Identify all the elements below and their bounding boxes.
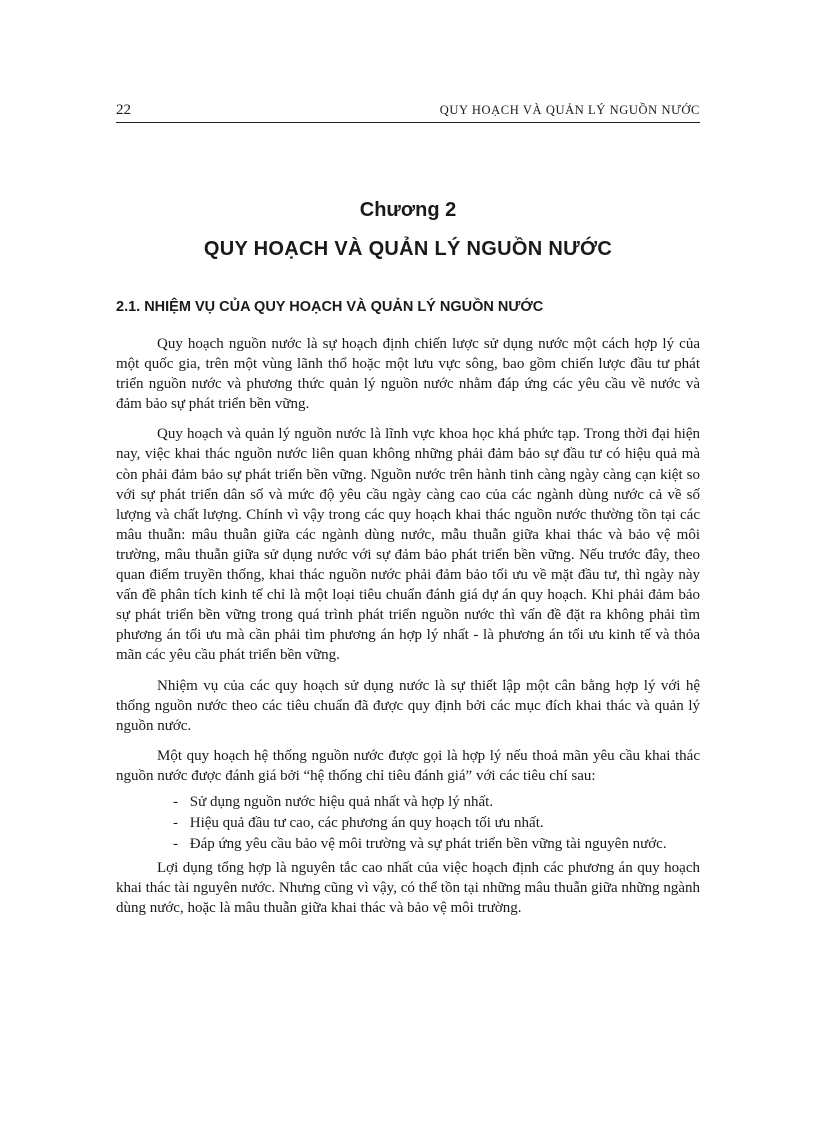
criteria-item-text: Hiệu quả đầu tư cao, các phương án quy hoạch tối ưu nhất. bbox=[189, 815, 544, 832]
list-item bbox=[173, 792, 700, 812]
list-item bbox=[173, 834, 700, 854]
chapter-title: QUY HOẠCH VÀ QUẢN LÝ NGUỒN NƯỚC bbox=[203, 238, 613, 260]
running-header bbox=[116, 94, 700, 123]
criteria-item-text: Đáp ứng yêu cầu bảo vệ môi trường và sự phát triển bền vững tài nguyên nước. bbox=[189, 836, 667, 853]
criteria-list bbox=[116, 792, 700, 854]
paragraph-definition: Quy hoạch nguồn nước là sự hoạch định chiến lược sử dụng nước một cách hợp lý của một quốc gia, trên một vùng lãnh thổ hoặc một lưu vực sông, bao gồm chiến lược đầu tư phát triển nguồn nước và phương thức quản lý nguồn nước nhằm đáp ứng các yêu cầu về nước và đảm bảo sự phát triển bền vững. bbox=[116, 336, 700, 413]
paragraph-criteria-intro: Một quy hoạch hệ thống nguồn nước được gọi là hợp lý nếu thoả mãn yêu cầu khai thác nguồn nước được đánh giá bởi “hệ thống chỉ tiêu đánh giá” với các tiêu chí sau: bbox=[116, 747, 700, 784]
body-text bbox=[116, 334, 700, 919]
paragraph-task: Nhiệm vụ của các quy hoạch sử dụng nước là sự thiết lập một cân bằng hợp lý với hệ thống nguồn nước theo các tiêu chuẩn đã được quy định bởi các mục đích khai thác và quản lý nguồn nước. bbox=[116, 677, 700, 734]
list-bullet: - bbox=[173, 793, 178, 810]
section-heading: 2.1. NHIỆM VỤ CỦA QUY HOẠCH VÀ QUẢN LÝ NGUỒN NƯỚC bbox=[116, 299, 544, 315]
list-bullet: - bbox=[173, 836, 178, 853]
list-bullet: - bbox=[173, 815, 178, 832]
page-number: 22 bbox=[116, 102, 131, 118]
chapter-label: Chương 2 bbox=[359, 199, 457, 221]
list-item bbox=[173, 813, 700, 833]
paragraph-complexity: Quy hoạch và quản lý nguồn nước là lĩnh vực khoa học khá phức tạp. Trong thời đại hiện nay, việc khai thác nguồn nước liên quan không những phải đảm bảo sự đầu tư có hiệu quả mà còn phải đảm bảo sự phát triển bền vững. Nguồn nước trên hành tinh càng ngày càng cạn kiệt so với sự phát triển dân số và mức độ yêu cầu ngày càng cao của các ngành dùng nước cả về số lượng và chất lượng. Chính vì vậy trong các quy hoạch khai thác nguồn nước thường tồn tại các mâu thuẫn: mâu thuẫn giữa các ngành dùng nước, mẫu thuẫn giữa khai thác và bảo vệ môi trường, mâu thuẫn giữa sử dụng nước với sự đảm bảo phát triển bền vững. Nếu trước đây, theo quan điểm truyền thống, khai thác nguồn nước phải đảm bảo tối ưu về mặt đầu tư, thì ngày này vấn đề phân tích kinh tế chỉ là một loại tiêu chuẩn đánh giá dự án quy hoạch. Khi phải đảm bảo sự phát triển bền vững trong quá trình phát triển nguồn nước thì vấn đề đặt ra không phải tìm phương án tối ưu mà cần phải tìm phương án hợp lý nhất - là phương án tối ưu kinh tế và thỏa mãn các yêu cầu phát triển bền vững. bbox=[116, 426, 700, 664]
paragraph-closing: Lợi dụng tổng hợp là nguyên tắc cao nhất của việc hoạch định các phương án quy hoạch khai thác tài nguyên nước. Nhưng cũng vì vậy, có thể tồn tại những mâu thuẫn giữa những ngành dùng nước, hoặc là mâu thuẫn giữa khai thác và bảo vệ môi trường. bbox=[116, 860, 700, 917]
criteria-item-text: Sử dụng nguồn nước hiệu quả nhất và hợp lý nhất. bbox=[189, 793, 494, 810]
running-title: QUY HOẠCH VÀ QUẢN LÝ NGUỒN NƯỚC bbox=[439, 103, 700, 117]
